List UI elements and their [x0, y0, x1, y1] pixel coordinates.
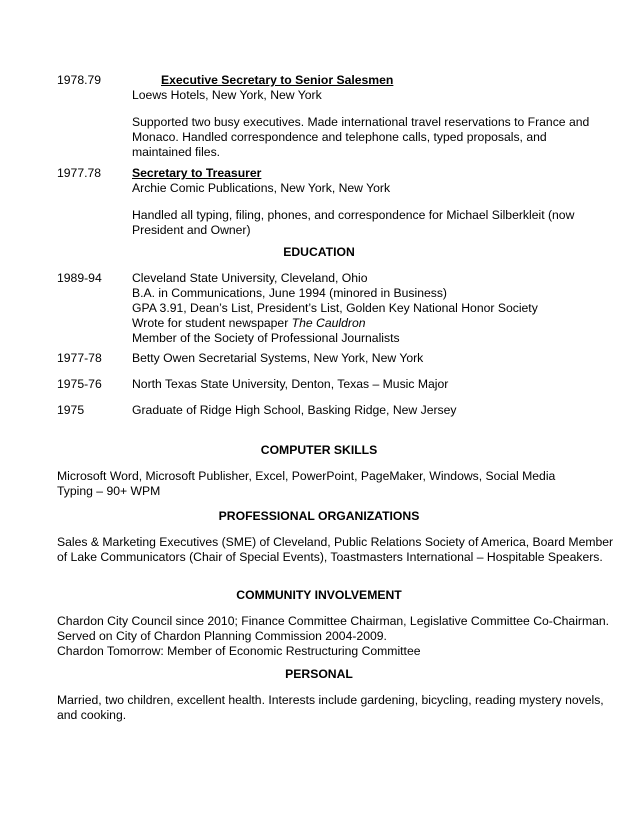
- education-date: 1977-78: [57, 351, 102, 365]
- job-description-line: maintained files.: [132, 145, 221, 159]
- personal-heading: PERSONAL: [285, 667, 353, 681]
- education-date: 1975: [57, 403, 85, 417]
- education-line: Cleveland State University, Cleveland, Ohio: [132, 271, 368, 285]
- job-description-line: Handled all typing, filing, phones, and correspondence for Michael Silberkleit (now: [132, 208, 575, 222]
- job-title: Executive Secretary to Senior Salesmen: [161, 73, 394, 87]
- experience-body: [132, 73, 590, 160]
- community-involvement-text: [57, 614, 610, 659]
- job-description-line: President and Owner): [132, 223, 251, 237]
- organizations-line: of Lake Communicators (Chair of Special Events), Toastmasters International – Hospitable Speakers.: [57, 550, 603, 564]
- education-text: Betty Owen Secretarial Systems, New York, New York: [132, 351, 424, 365]
- education-line: Member of the Society of Professional Journalists: [132, 331, 400, 345]
- education-body: [132, 271, 577, 346]
- education-date: 1975-76: [57, 377, 102, 391]
- newspaper-line: [132, 316, 577, 331]
- skills-line: Microsoft Word, Microsoft Publisher, Excel, PowerPoint, PageMaker, Windows, Social Media: [57, 469, 556, 483]
- employer: Archie Comic Publications, New York, New York: [132, 181, 391, 195]
- job-description-line: Supported two busy executives. Made international travel reservations to France and: [132, 115, 590, 129]
- personal-text: [57, 693, 604, 723]
- experience-date: 1978.79: [57, 73, 102, 87]
- education-line: B.A. in Communications, June 1994 (minored in Business): [132, 286, 447, 300]
- education-line: GPA 3.91, Dean’s List, President’s List, Golden Key National Honor Society: [132, 301, 538, 315]
- organizations-line: Sales & Marketing Executives (SME) of Cleveland, Public Relations Society of America, Board Member: [57, 535, 614, 549]
- experience-body: [132, 166, 577, 238]
- skills-line: Typing – 90+ WPM: [57, 484, 161, 498]
- experience-date: 1977.78: [57, 166, 102, 180]
- newspaper-name: The Cauldron: [291, 316, 366, 330]
- community-line: Chardon City Council since 2010; Finance Committee Chairman, Legislative Committee Co-Chairman.: [57, 614, 610, 628]
- community-line: Served on City of Chardon Planning Commission 2004-2009.: [57, 629, 387, 643]
- personal-line: Married, two children, excellent health. Interests include gardening, bicycling, reading mystery novels,: [57, 693, 604, 707]
- education-text: North Texas State University, Denton, Texas – Music Major: [132, 377, 449, 391]
- personal-line: and cooking.: [57, 708, 127, 722]
- job-title: Secretary to Treasurer: [132, 166, 262, 180]
- professional-organizations-text: [57, 535, 614, 565]
- computer-skills-heading: COMPUTER SKILLS: [260, 443, 378, 457]
- job-description-line: Monaco. Handled correspondence and telephone calls, typed proposals, and: [132, 130, 547, 144]
- professional-organizations-heading: PROFESSIONAL ORGANIZATIONS: [218, 509, 420, 523]
- community-involvement-heading: COMMUNITY INVOLVEMENT: [236, 588, 402, 602]
- employer: Loews Hotels, New York, New York: [132, 88, 322, 102]
- newspaper-prefix: Wrote for student newspaper: [132, 316, 292, 330]
- education-date: 1989-94: [57, 271, 102, 285]
- computer-skills-text: [57, 469, 587, 499]
- education-heading: EDUCATION: [283, 245, 355, 259]
- community-line: Chardon Tomorrow: Member of Economic Restructuring Committee: [57, 644, 421, 658]
- education-text: Graduate of Ridge High School, Basking Ridge, New Jersey: [132, 403, 457, 417]
